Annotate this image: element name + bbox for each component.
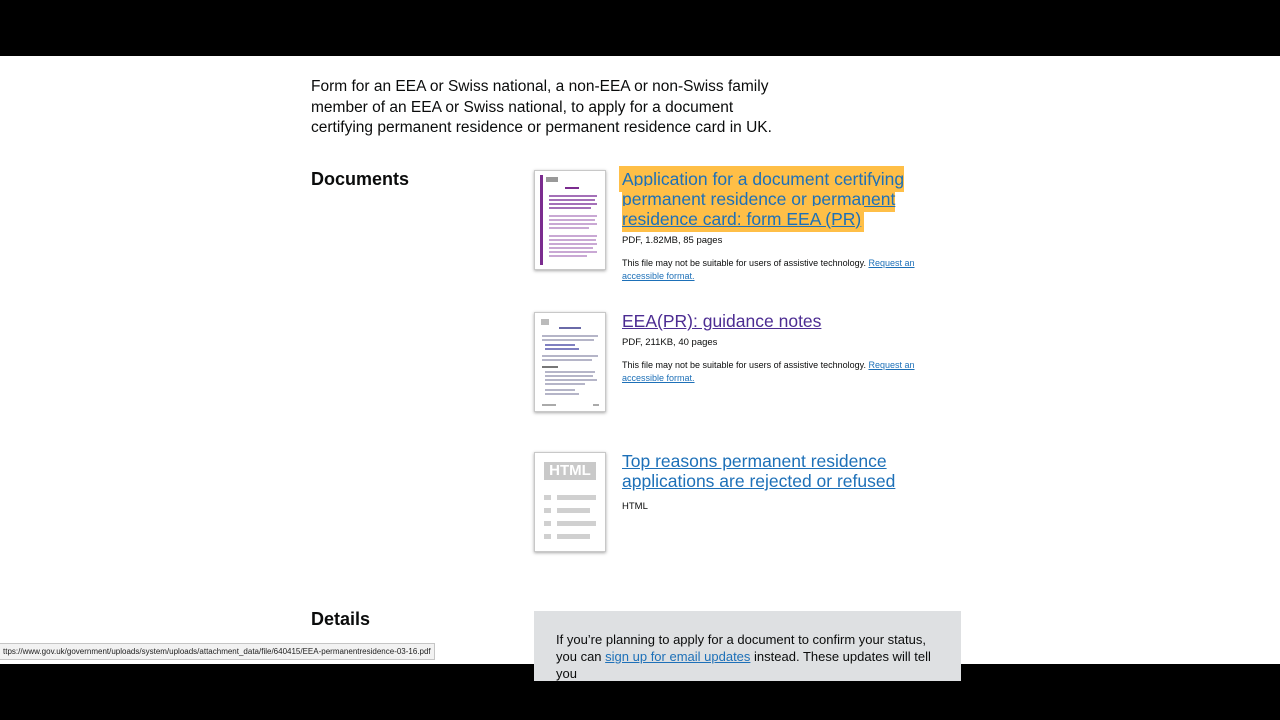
details-text-continued: instead. These updates will tell you	[556, 649, 931, 681]
accessibility-warning	[622, 257, 932, 282]
document-item-top-reasons	[534, 452, 934, 562]
intro-text: Form for an EEA or Swiss national, a non-EEA or non-Swiss family member of an EEA or Swiss national, to apply for a document certifying permanent residence or permanent residence card in UK.	[311, 78, 772, 136]
status-bar-url: ttps://www.gov.uk/government/uploads/system/uploads/attachment_data/file/640415/EEA-permanentresidence-03-16.pdf	[0, 643, 435, 660]
application-form-link[interactable]: Application for a document certifying permanent residence or permanent residence card: form EEA (PR)	[622, 169, 905, 229]
documents-heading: Documents	[311, 169, 410, 189]
html-icon-label: HTML	[544, 462, 596, 480]
html-document-icon[interactable]	[534, 452, 606, 552]
browser-viewport[interactable]	[0, 56, 1280, 681]
document-item-guidance-notes	[534, 312, 934, 422]
details-text: If you’re planning to apply for a document to confirm your status, you can	[556, 632, 926, 664]
request-accessible-format-link[interactable]: Request an accessible format.	[622, 258, 915, 281]
pdf-thumbnail-icon[interactable]	[534, 312, 606, 412]
request-accessible-format-link[interactable]: Request an accessible format.	[622, 360, 915, 383]
top-reasons-link[interactable]: Top reasons permanent residence applications are rejected or refused	[622, 451, 896, 491]
warning-text: This file may not be suitable for users of assistive technology.	[622, 258, 866, 268]
details-box	[534, 611, 961, 681]
warning-text: This file may not be suitable for users of assistive technology.	[622, 360, 866, 370]
details-heading: Details	[311, 609, 371, 629]
pdf-thumbnail-icon[interactable]	[534, 170, 606, 270]
file-metadata: PDF, 1.82MB, 85 pages	[622, 235, 723, 246]
email-updates-link[interactable]: sign up for email updates	[605, 649, 751, 664]
document-item-application-form	[534, 170, 934, 280]
file-metadata: PDF, 211KB, 40 pages	[622, 337, 718, 348]
file-metadata: HTML	[622, 501, 648, 512]
accessibility-warning	[622, 359, 932, 384]
guidance-notes-link[interactable]: EEA(PR): guidance notes	[622, 311, 822, 331]
